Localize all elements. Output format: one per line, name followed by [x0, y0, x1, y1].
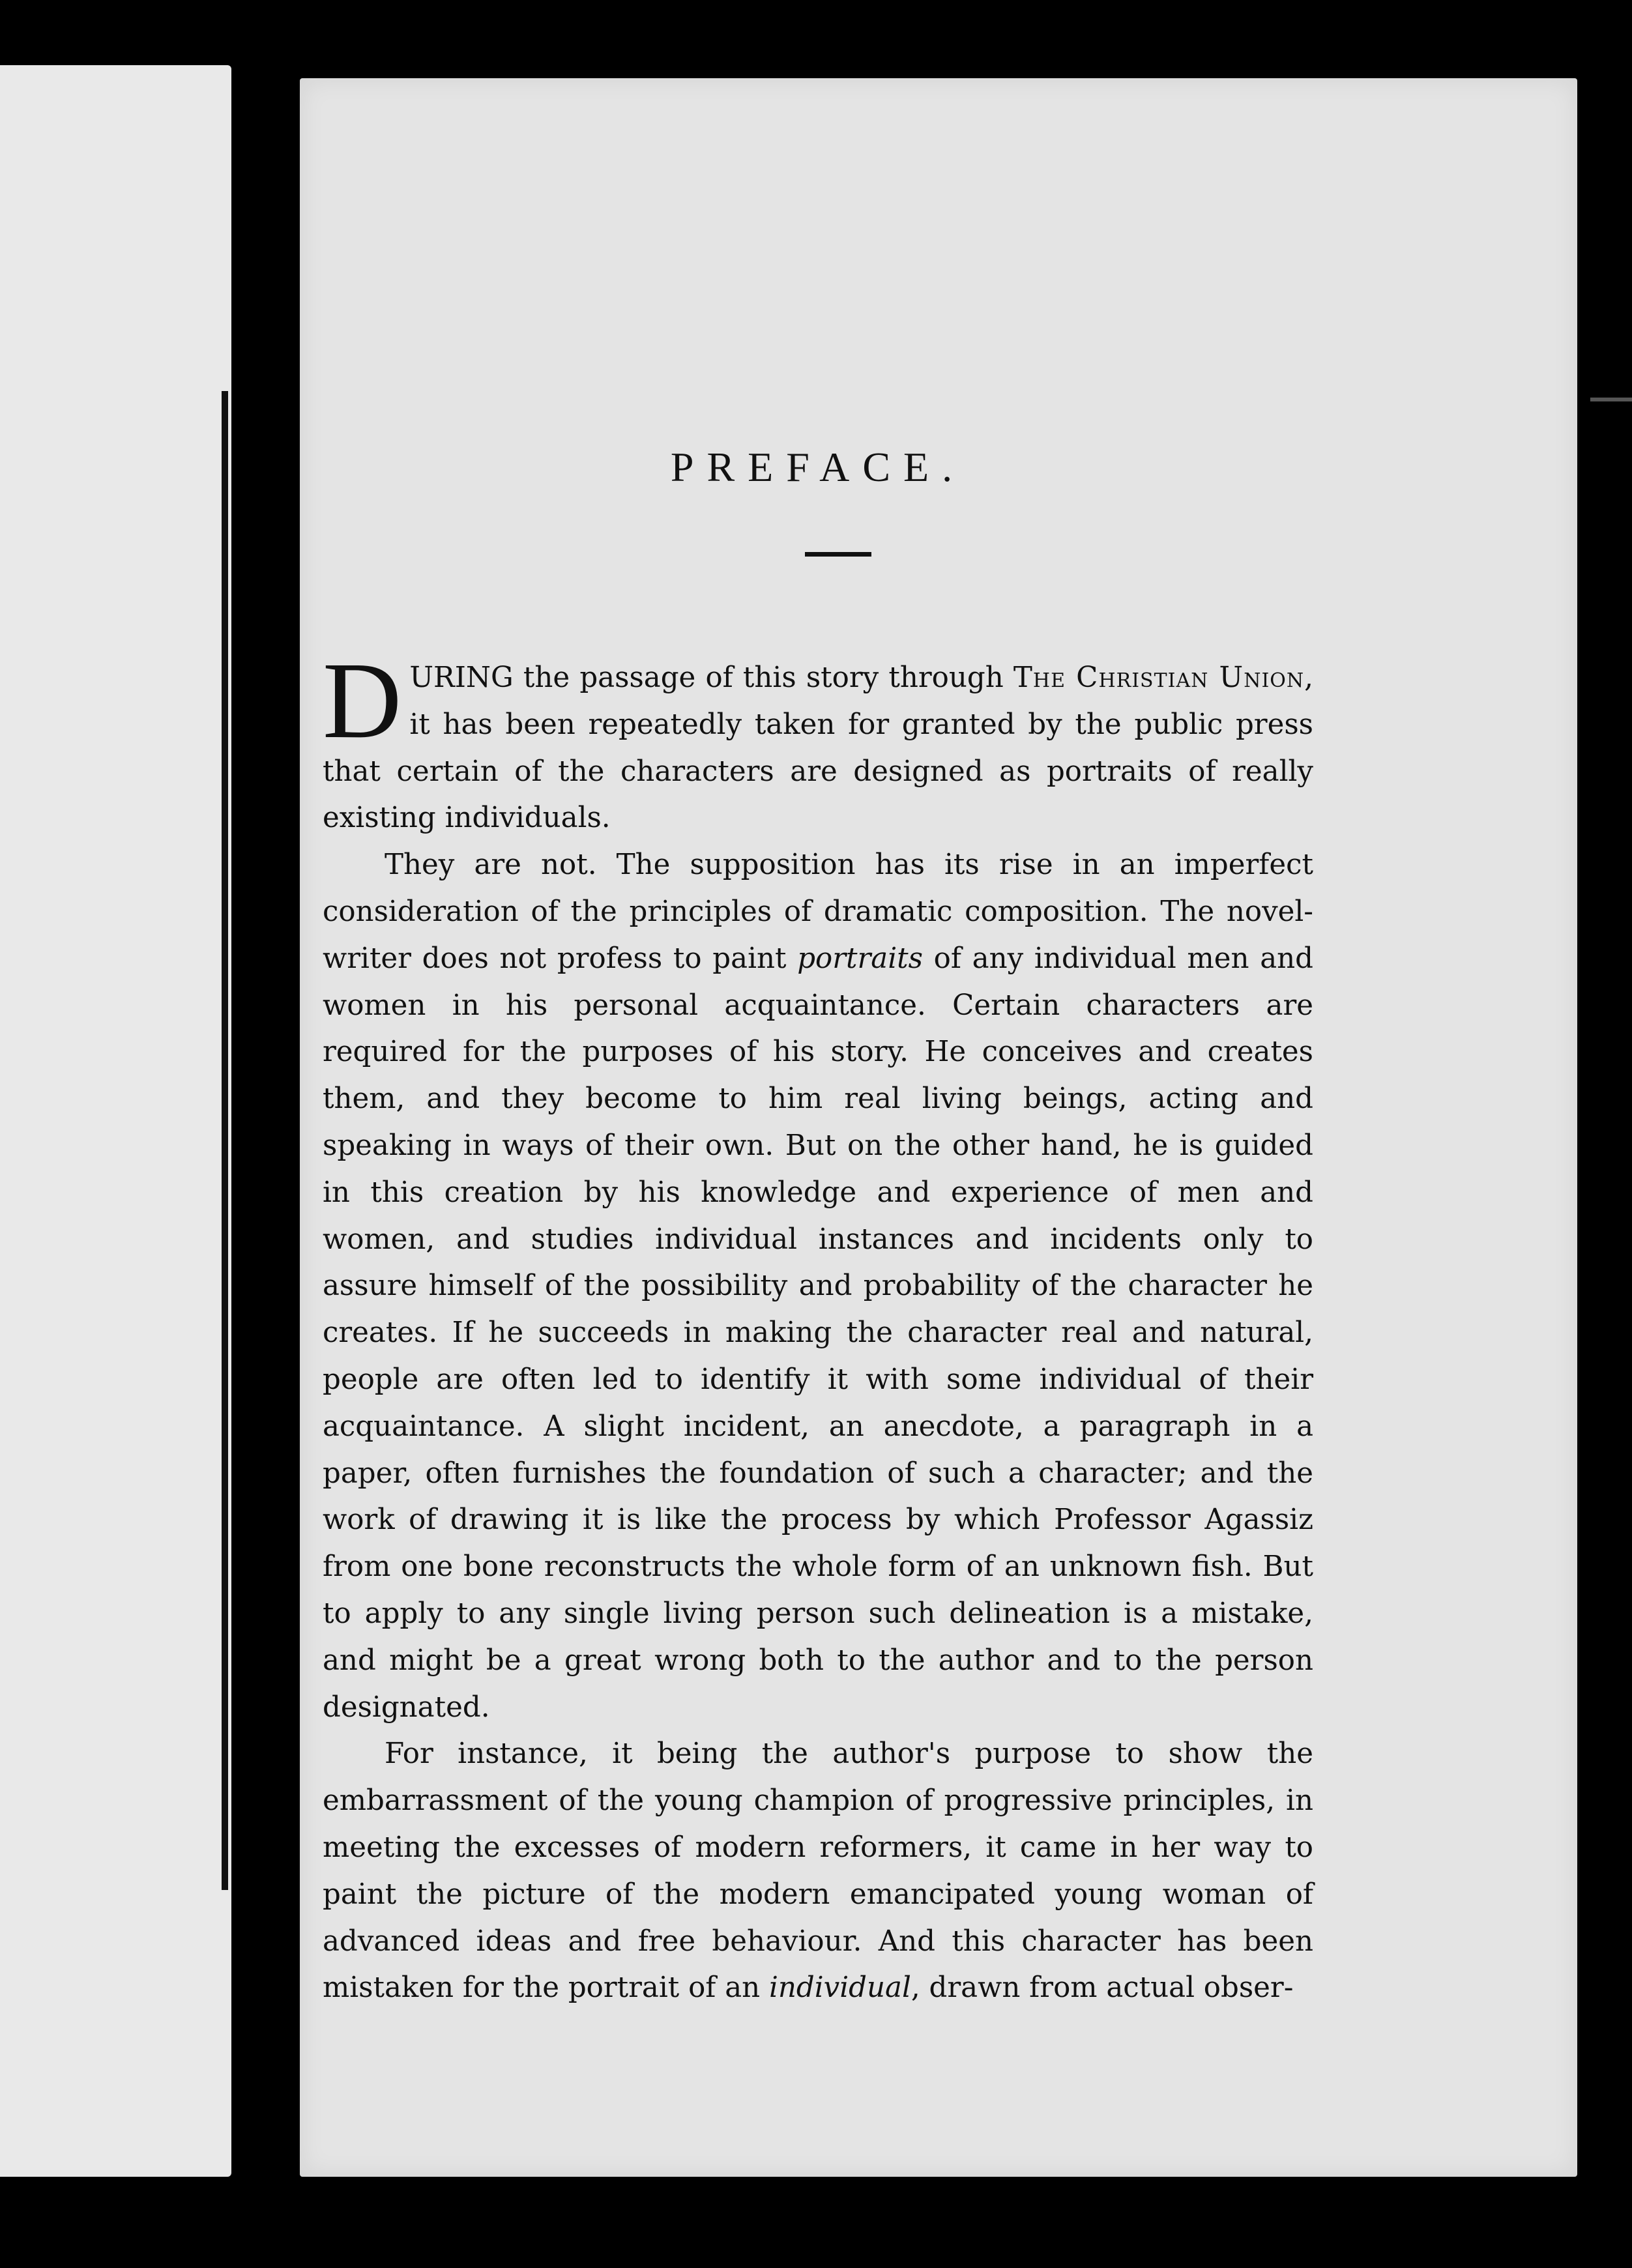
book-gutter — [222, 391, 228, 1890]
title-rule — [805, 552, 871, 557]
preface-body — [323, 640, 1314, 2012]
emphasis-portraits: portraits — [797, 942, 923, 975]
emphasis-individual: individual — [768, 1971, 911, 2005]
paragraph-3-text: , drawn from actual obser- — [911, 1971, 1294, 2005]
paragraph-3-text: For instance, it being the author's purpose to show the embarrassment of the young champion of progressive principles, in meeting the excesses of modern reformers, it came in her way to paint the picture of the modern emancipated young woman of advanced ideas and free behaviour. And this character has been mistaken for the portrait of an — [323, 1737, 1313, 2005]
paragraph-2-text: of any individual men and women in his personal acquaintance. Certain characters are required for the purposes of his story. He conceives and creates them, and they become to him real living beings, acting and speaking in ways of their own. But on the other hand, he is guided in this creation by his knowledge and experience of men and women, and studies individual instances and incidents only to assure himself of the possibility and probability of the character he creates. If he succeeds in making the character real and natural, people are often led to identify it with some individual of their acquaintance. A slight incident, an anecdote, a paragraph in a paper, often furnishes the foundation of such a character; and the work of drawing it is like the process by which Professor Agassiz from one bone reconstructs the whole form of an unknown fish. But to apply to any single living person such delineation is a mistake, and might be a great wrong both to the author and to the person designated. — [323, 942, 1314, 1724]
page-title: PREFACE. — [670, 444, 966, 490]
paragraph-1-text: the passage of this story through — [513, 662, 1013, 694]
paragraph-3 — [323, 1731, 1313, 2012]
lead-in-word: URING — [409, 662, 514, 694]
book-page — [300, 78, 1577, 2177]
page-content — [323, 78, 1313, 2177]
paragraph-1 — [323, 640, 1313, 842]
publication-name: The Christian Union — [1013, 662, 1305, 694]
facing-page-edge — [0, 65, 231, 2177]
drop-cap: D — [323, 640, 402, 761]
paragraph-1-text: , it has been repeatedly taken for granted by the public press that certain of the characters are designed as portraits of really existing individuals. — [323, 662, 1313, 835]
paragraph-2-text: They are not. The supposition has its rise in an imperfect consideration of the principles of dramatic composition. The novel-writer does not profess to paint — [323, 849, 1313, 975]
paragraph-2 — [323, 842, 1313, 1731]
scan-edge-mark — [1590, 398, 1632, 401]
